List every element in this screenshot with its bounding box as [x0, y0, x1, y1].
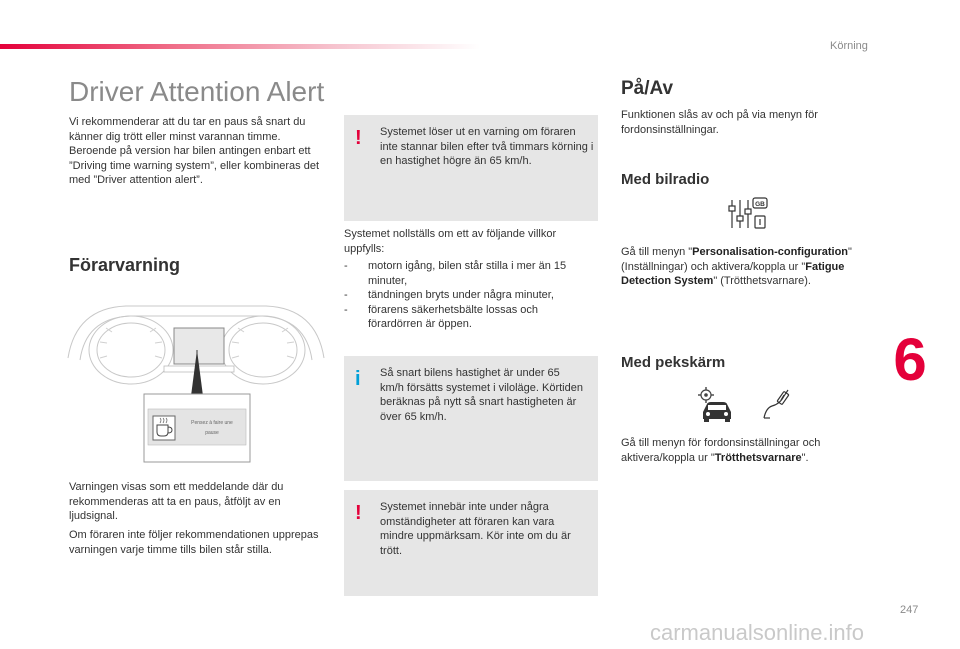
bilradio-text-mid: " (Inställningar) och aktivera/koppla ur " [621, 246, 852, 273]
display-message-line1: Pensez à faire une [191, 420, 233, 426]
pekskarm-text [621, 436, 857, 465]
forarvarning-heading: Förarvarning [69, 255, 181, 275]
warning-text-2h: Systemet löser ut en varning om föraren inte stannar bilen efter två timmars körning i en hastighet högre än 65 km/h. [380, 126, 594, 167]
vehicle-settings-icon [697, 386, 737, 422]
instrument-cluster-illustration [66, 298, 328, 468]
display-message-line2: pause [205, 430, 219, 436]
reset-intro: Systemet nollställs om ett av följande villkor uppfylls: [344, 228, 557, 255]
pekskarm-text-post: ". [801, 451, 809, 464]
info-icon: i [355, 368, 361, 390]
page-number: 247 [900, 604, 919, 616]
bilradio-system-name: Fatigue Detection System [621, 260, 845, 287]
list-item: - motorn igång, bilen står stilla i mer än 15 minuter, [344, 259, 594, 288]
page-title: Driver Attention Alert [69, 76, 325, 107]
list-item: - förarens säkerhetsbälte lossas och förardörren är öppen. [344, 303, 594, 332]
watermark: carmanualsonline.info [650, 620, 865, 645]
pekskarm-heading: Med pekskärm [621, 354, 726, 371]
warning-icon: ! [355, 502, 362, 524]
warning-box-attention [344, 490, 598, 596]
pekskarm-item-name: Trötthetsvarnare [714, 451, 802, 464]
bilradio-heading: Med bilradio [621, 171, 710, 188]
bilradio-text-pre: Gå till menyn " [621, 246, 693, 258]
warning-box-2h [344, 115, 598, 221]
pa-av-text: Funktionen slås av och på via menyn för fordonsinställningar. [621, 109, 818, 136]
warning-icon: ! [355, 127, 362, 149]
pekskarm-text-pre: Gå till menyn för fordonsinställningar och aktivera/koppla ur " [621, 437, 821, 464]
list-item: - tändningen bryts under några minuter, [344, 288, 594, 303]
header-accent-bar [0, 44, 480, 49]
warning-text-attention: Systemet innebär inte under några omständigheter att föraren kan vara mindre uppmärksam. Kör inte om du är trött. [380, 501, 571, 557]
chapter-number: 6 [893, 326, 927, 393]
bilradio-menu-name: Personalisation-configuration [692, 246, 849, 258]
info-text: Så snart bilens hastighet är under 65 km/h försätts systemet i viloläge. Körtiden beräknas på nytt så snart hastigheten är över 65 km/h. [380, 367, 583, 423]
forarvarning-text2: Om föraren inte följer rekommendationen upprepas varningen varje timme tills bilen står stilla. [69, 529, 319, 556]
bilradio-text-post: " (Trötthetsvarnare). [713, 275, 811, 287]
intro-text: Vi rekommenderar att du tar en paus så snart du känner dig trött eller minst varannan timme. Beroende på version har bilen antingen enbart ett ”Driving time warning system”, eller kombineras det med ”Driver attention alert”. [69, 116, 320, 186]
info-box [344, 356, 598, 481]
radio-icon-label: GB [755, 201, 765, 208]
reset-conditions-list [344, 259, 594, 332]
seat-belt-icon [760, 386, 796, 422]
radio-settings-icon [727, 196, 769, 232]
bilradio-text [621, 245, 857, 289]
section-label: Körning [830, 40, 868, 52]
forarvarning-text1: Varningen visas som ett meddelande där du rekommenderas att ta en paus, åtföljt av en ljudsignal. [69, 481, 284, 522]
pa-av-heading: På/Av [621, 78, 674, 99]
